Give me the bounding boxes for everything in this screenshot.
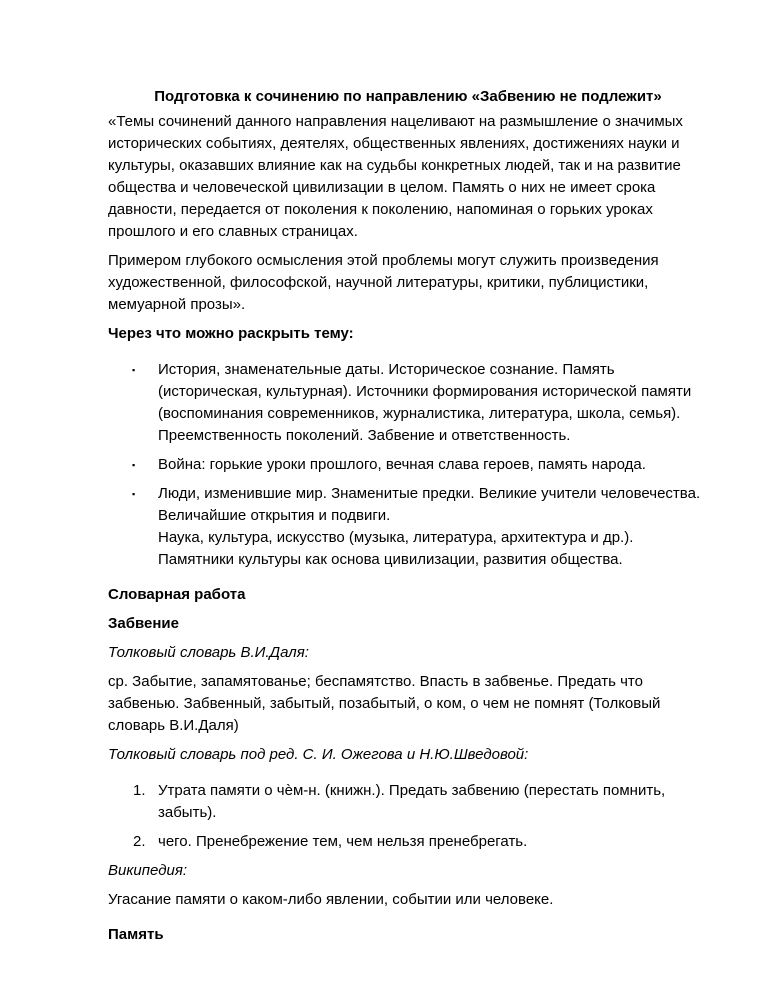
ozhegov-source: Толковый словарь под ред. С. И. Ожегова и Н.Ю.Шведовой:	[108, 746, 529, 763]
wiki-source: Википедия:	[108, 862, 188, 879]
intro-paragraph-2: Примером глубокого осмысления этой проблемы могут служить произведения художественной, философской, научной литературы, критики, публицистики, мемуарной прозы».	[108, 252, 659, 313]
term-heading-pamyat: Память	[108, 926, 164, 943]
list-number: 2.	[133, 833, 146, 850]
intro-paragraph-1: «Темы сочинений данного направления нацеливают на размышление о значимых исторических событиях, деятелях, общественных явлениях, достижениях науки и культуры, оказавших влияние как на судьбы конкретных людей, так и на развитие общества и человеческой цивилизации в целом. Память о них не имеет срока давности, передается от поколения к поколению, напоминая о горьких уроках прошлого и его славных страницах.	[108, 113, 683, 240]
wiki-definition: Угасание памяти о каком-либо явлении, событии или человеке.	[108, 891, 554, 908]
term-heading-zabvenie: Забвение	[108, 615, 179, 632]
bullet-icon: ▪	[132, 489, 136, 499]
list-item	[108, 780, 708, 824]
dal-source: Толковый словарь В.И.Даля:	[108, 644, 309, 661]
dal-definition: ср. Забытие, запамятованье; беспамятство. Впасть в забвенье. Предать что забвенью. Забвенный, забытый, позабытый, о ком, о чем не помнят (Толковый словарь В.И.Даля)	[108, 673, 661, 734]
themes-heading: Через что можно раскрыть тему:	[108, 325, 354, 342]
bullet-icon: ▪	[132, 365, 136, 375]
list-item	[108, 454, 708, 476]
list-item-text: История, знаменательные даты. Историческое сознание. Память (историческая, культурная). Источники формирования исторической памяти (воспоминания современников, журналистика, литература, школа, семья). Преемственность поколений. Забвение и ответственность.	[158, 361, 692, 444]
list-item-text-continued: Наука, культура, искусство (музыка, литература, архитектура и др.). Памятники культуры как основа цивилизации, развития общества.	[158, 529, 634, 568]
list-item	[108, 483, 708, 571]
list-item-text: Утрата памяти о чѐм-н. (книжн.). Предать забвению (перестать помнить, забыть).	[158, 782, 666, 821]
themes-list	[108, 359, 708, 571]
list-item-text: чего. Пренебрежение тем, чем нельзя пренебрегать.	[158, 833, 528, 850]
bullet-icon: ▪	[132, 460, 136, 470]
list-item	[108, 359, 708, 447]
ozhegov-definitions	[108, 780, 708, 853]
list-item-text: Война: горькие уроки прошлого, вечная слава героев, память народа.	[158, 456, 646, 473]
vocab-heading: Словарная работа	[108, 586, 246, 603]
list-number: 1.	[133, 782, 146, 799]
list-item	[108, 831, 708, 853]
document-title: Подготовка к сочинению по направлению «Забвению не подлежит»	[154, 88, 662, 105]
list-item-text: Люди, изменившие мир. Знаменитые предки. Великие учители человечества. Величайшие открытия и подвиги.	[158, 485, 701, 524]
